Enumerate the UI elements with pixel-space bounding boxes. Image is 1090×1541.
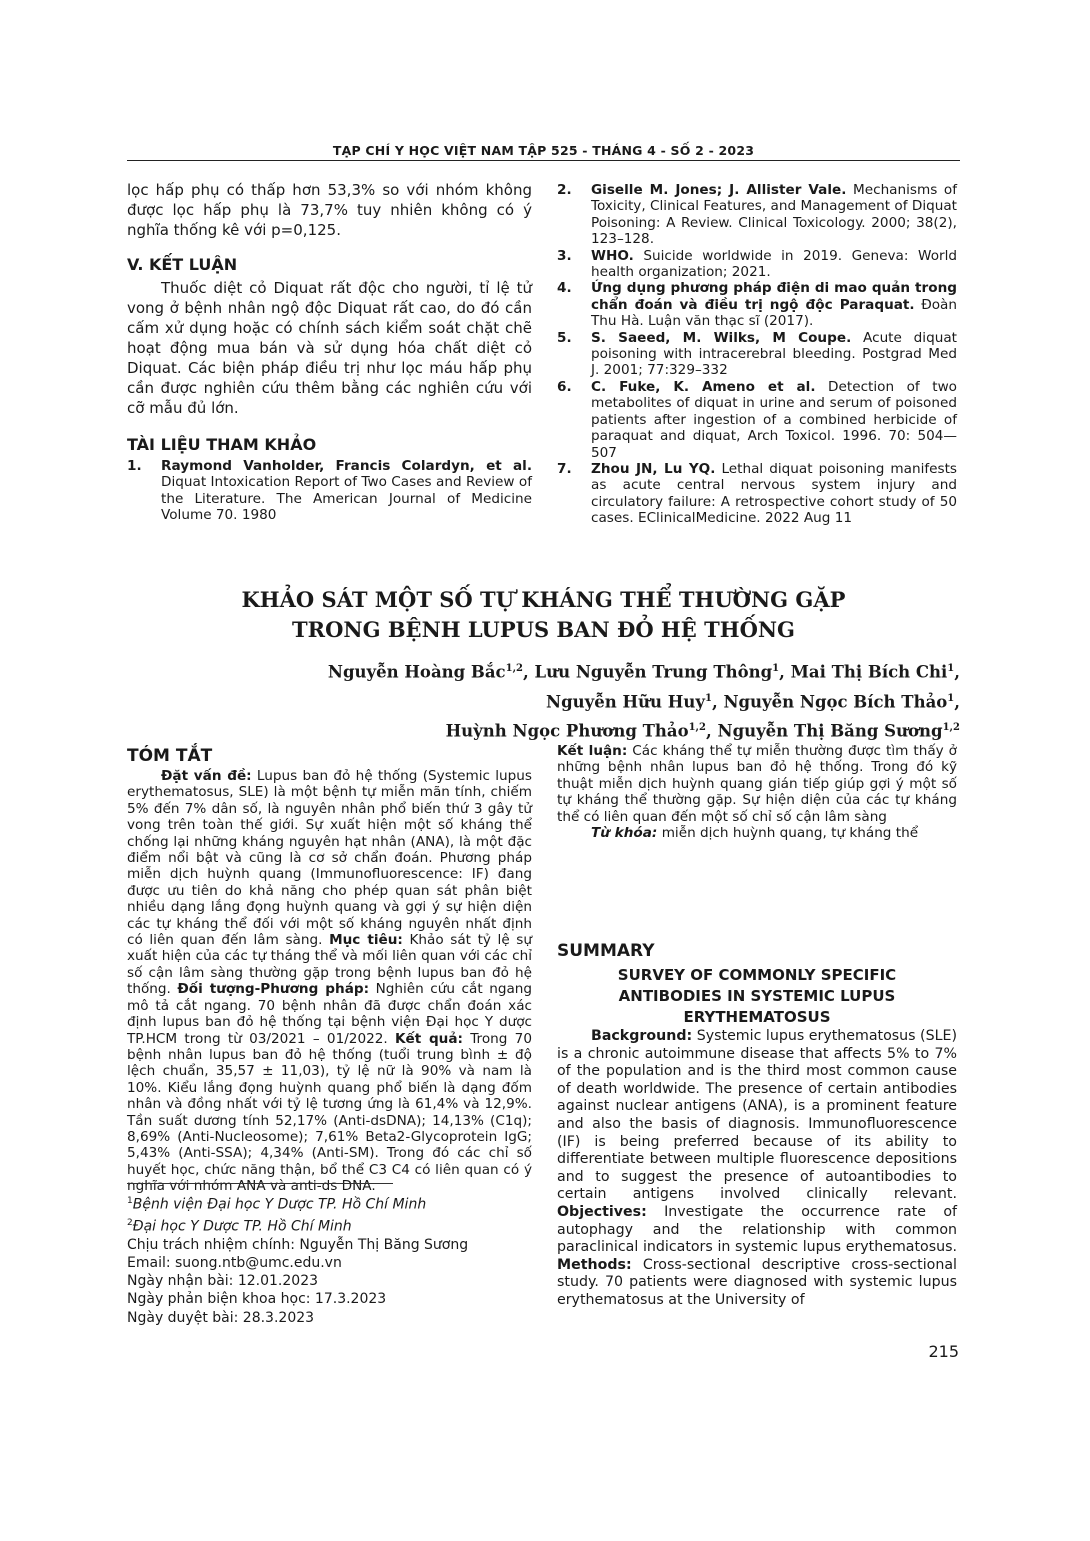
article-title-line2: TRONG BỆNH LUPUS BAN ĐỎ HỆ THỐNG [292,617,795,642]
summary-heading: SUMMARY [557,941,655,961]
reference-item: 1. Raymond Vanholder, Francis Colardyn, et al. Diquat Intoxication Report of Two Cases and Review of the Literature. The American Journal of Medicine Volume 70. 1980 [127,458,532,524]
author-affiliation: 1,2 [688,722,706,733]
reference-item: 3. WHO. Suicide worldwide in 2019. Geneva: World health organization; 2021. [557,247,957,281]
reference-item: 5. S. Saeed, M. Wilks, M Coupe. Acute diquat poisoning with intracerebral bleeding. Postgrad Med J. 2001; 77:329–332 [557,329,957,379]
summary-title: SURVEY OF COMMONLY SPECIFIC ANTIBODIES IN SYSTEMIC LUPUS ERYTHEMATOSUS [617,966,897,1026]
prev-article-left-column [127,180,532,524]
text-tu-khoa: miễn dịch huỳnh quang, tự kháng thể [661,825,919,842]
author-line: Nguyễn Hoàng Bắc$^{1,2}$, Lưu Nguyễn Trung Thông$^1$, Mai Thị Bích Chi$^1$, [327,662,960,682]
date-accepted: Ngày duyệt bài: 28.3.2023 [127,1309,315,1326]
text-doi-tuong: Nghiên cứu cắt ngang mô tả cắt ngang. 70 bệnh nhân đã được chẩn đoán xác định lupus ban đỏ hệ thống tại bệnh viện Đại học Y dược TP.HCM trong từ 03/2021 – 01/2022. [127,981,533,1047]
reference-item: 7. Zhou JN, Lu YQ. Lethal diquat poisoning manifests as acute central nervous system injury and circulatory failure: A retrospective cohort study of 50 cases. EClinicalMedicine. 2022 Aug 11 [557,460,957,527]
text-muc-tieu: Khảo sát tỷ lệ sự xuất hiện của các tự tháng thể và mối liên quan với các chỉ số cận lâm sàng thường gặp trong bệnh lupus ban đỏ hệ thống. [127,932,532,998]
author-name: Lưu Nguyễn Trung Thông [534,662,773,682]
author-line: Huỳnh Ngọc Phương Thảo$^{1,2}$, Nguyễn Thị Băng Sương$^{1,2}$ [445,721,960,741]
author-name: Mai Thị Bích Chi [790,662,948,682]
article-title-line1: KHẢO SÁT MỘT SỐ TỰ KHÁNG THỂ THƯỜNG GẶP [241,587,846,612]
text-ket-luan: Các kháng thể tự miễn thường được tìm thấy ở những bệnh nhân lupus ban đỏ hệ thống. Trong đó kỹ thuật miễn dịch huỳnh quang gián tiếp giúp gợi ý một số tự kháng thể thường gặp. Sự hiện diện của các tự kháng thể có liên quan đến một số chỉ số cận lâm sàng [557,743,957,825]
author-name: Nguyễn Ngọc Bích Thảo [723,692,948,711]
date-received: Ngày nhận bài: 12.01.2023 [127,1273,319,1290]
author-name: Nguyễn Thị Băng Sương [717,721,943,741]
author-line: Nguyễn Hữu Huy$^1$, Nguyễn Ngọc Bích Thảo$^1$, [546,692,960,711]
author-name: Nguyễn Hoàng Bắc [327,662,506,682]
summary-body [557,1028,957,1316]
label-doi-tuong: Đối tượng-Phương pháp: [177,981,370,998]
author-affiliation: 1,2 [942,722,960,733]
abstract-heading: TÓM TẮT [127,746,213,766]
label-dat-van-de: Đặt vấn đề: [161,768,252,784]
abstract-vi-right [557,743,957,841]
page-number: 215 [928,1342,959,1361]
label-tu-khoa: Từ khóa: [591,825,658,842]
prev-results-text: lọc hấp phụ có thấp hơn 53,3% so với nhóm không được lọc hấp phụ là 73,7% tuy nhiên không có ý nghĩa thống kê với p=0,125. [127,181,532,239]
text-ket-qua: Trong 70 bệnh nhân lupus ban đỏ hệ thống (tuổi trung bình ± độ lệch chuẩn, 35,57 ± 11,03), tỷ lệ nữ là 90% và nam là 10%. Kiểu lắng đọng huỳnh quang phổ biến là dạng đốm nhân và đồng nhất với tỷ lệ tương ứng là 61,4% và 12,9%. Tần suất dương tính 52,17% (Anti-dsDNA); 14,13% (C1q); 8,69% (Anti-Nucleosome); 7,61% Beta2-Glycoprotein IgG; 5,43% (Anti-SSA); 4,34% (Anti-SM). Trong đó các chỉ số huyết học, chức năng thận, bổ thể C3 C4 có liên quan có ý nghĩa với nhóm ANA và anti-ds DNA. [127,1030,532,1195]
reference-list-left [127,458,532,524]
reference-list-right [557,182,957,527]
email: Email: suong.ntb@umc.edu.vn [127,1254,342,1271]
running-header: TẠP CHÍ Y HỌC VIỆT NAM TẬP 525 - THÁNG 4 - SỐ 2 - 2023 [332,143,755,158]
summary-section [557,940,957,1316]
author-affiliation: 1,2 [505,663,524,674]
label-ket-luan: Kết luận: [557,743,628,759]
conclusion-heading: V. KẾT LUẬN [127,255,238,274]
corresponding-author: Chịu trách nhiệm chính: Nguyễn Thị Băng Sương [127,1236,469,1253]
text-objectives: Investigate the occurrence rate of autophagy and the relationship with common paraclinical indicators in systemic lupus erythematosus. [557,1203,957,1256]
label-ket-qua: Kết quả: [395,1030,463,1047]
affiliation-2: $^2$Đại học Y Dược TP. Hồ Chí Minh [127,1217,352,1235]
author-affiliation: 1 [947,663,955,674]
author-list [328,656,960,745]
label-muc-tieu: Mục tiêu: [329,932,403,949]
label-objectives: Objectives: [557,1203,647,1220]
abstract-vi-body [127,768,533,1195]
article-title [127,585,960,645]
date-reviewed: Ngày phản biện khoa học: 17.3.2023 [127,1291,387,1308]
text-background: Systemic lupus erythematosus (SLE) is a chronic autoimmune disease that affects 5% to 7% of the population and is the third most common cause of death worldwide. The presence of certain antibodies against nuclear antigens (ANA), is a prominent feature and also the basis of diagnosis. Immunofluorescence (IF) is being preferred because of its ability to differentiate between multiple fluorescence depositions and to suggest the presence of autoantibodies to certain antigens involved clinically relevant. [557,1028,958,1203]
abstract-vi-left [127,745,533,1195]
label-methods: Methods: [557,1256,632,1273]
author-affiliation: 1 [947,692,955,704]
author-name: Huỳnh Ngọc Phương Thảo [445,721,689,741]
reference-item: 2. Giselle M. Jones; J. Allister Vale. Mechanisms of Toxicity, Clinical Features, and Management of Diquat Poisoning: A Review. Clinical Toxicology. 2000; 38(2), 123–128. [557,182,957,248]
footnote-rule [127,1183,393,1184]
conclusion-text: Thuốc diệt cỏ Diquat rất độc cho người, tỉ lệ tử vong ở bệnh nhân ngộ độc Diquat rất cao, do đó cần cấm xử dụng hoặc có chính sách kiểm soát chặt chẽ hoạt động mua bán và sử dụng hóa chất diệt cỏ Diquat. Các biện pháp điều trị như lọc máu hấp phụ cần được nghiên cứu thêm bằng các nghiên cứu với cỡ mẫu đủ lớn. [127,279,532,417]
text-dat-van-de: Lupus ban đỏ hệ thống (Systemic lupus erythematosus, SLE) là một bệnh tự miễn mãn tính, chiếm 5% đến 7% dân số, là nguyên nhân phổ biến thứ 3 gây tử vong trên toàn thế giới. Sự xuất hiện một số kháng thể chống lại những kháng nguyên hạt nhân (ANA), là một đặc điểm nổi bật và cũng là cơ sở chẩn đoán. Phương pháp miễn dịch huỳnh quang (Immunofluorescence: IF) đang được ưu tiên do khả năng cho phép quan sát phân biệt nhiều dạng lắng đọng huỳnh quang và gợi ý sự hiện diện các tự kháng thể đối với một số kháng nguyên nhất định có liên quan đến lâm sàng. [127,768,532,949]
text-methods: Cross-sectional descriptive cross-sectional study. 70 patients were diagnosed with systemic lupus erythematosus at the University of [557,1256,957,1308]
reference-item: 6. C. Fuke, K. Ameno et al. Detection of two metabolites of diquat in urine and serum of poisoned patients after ingestion of a combined herbicide of paraquat and diquat, Arch Toxicol. 1996. 70: 504—507 [557,378,958,461]
header-rule [127,160,960,161]
references-heading: TÀI LIỆU THAM KHẢO [127,435,317,454]
author-affiliation: 1 [704,692,712,704]
reference-item: 4. Ứng dụng phương pháp điện di mao quản trong chẩn đoán và điều trị ngộ độc Paraquat. Đoàn Thu Hà. Luận văn thạc sĩ (2017). [557,280,957,330]
affiliation-1: $^1$Bệnh viện Đại học Y Dược TP. Hồ Chí Minh [127,1196,427,1213]
footnotes [127,1192,532,1327]
author-name: Nguyễn Hữu Huy [546,692,705,711]
author-affiliation: 1 [772,663,780,674]
label-background: Background: [591,1028,693,1044]
